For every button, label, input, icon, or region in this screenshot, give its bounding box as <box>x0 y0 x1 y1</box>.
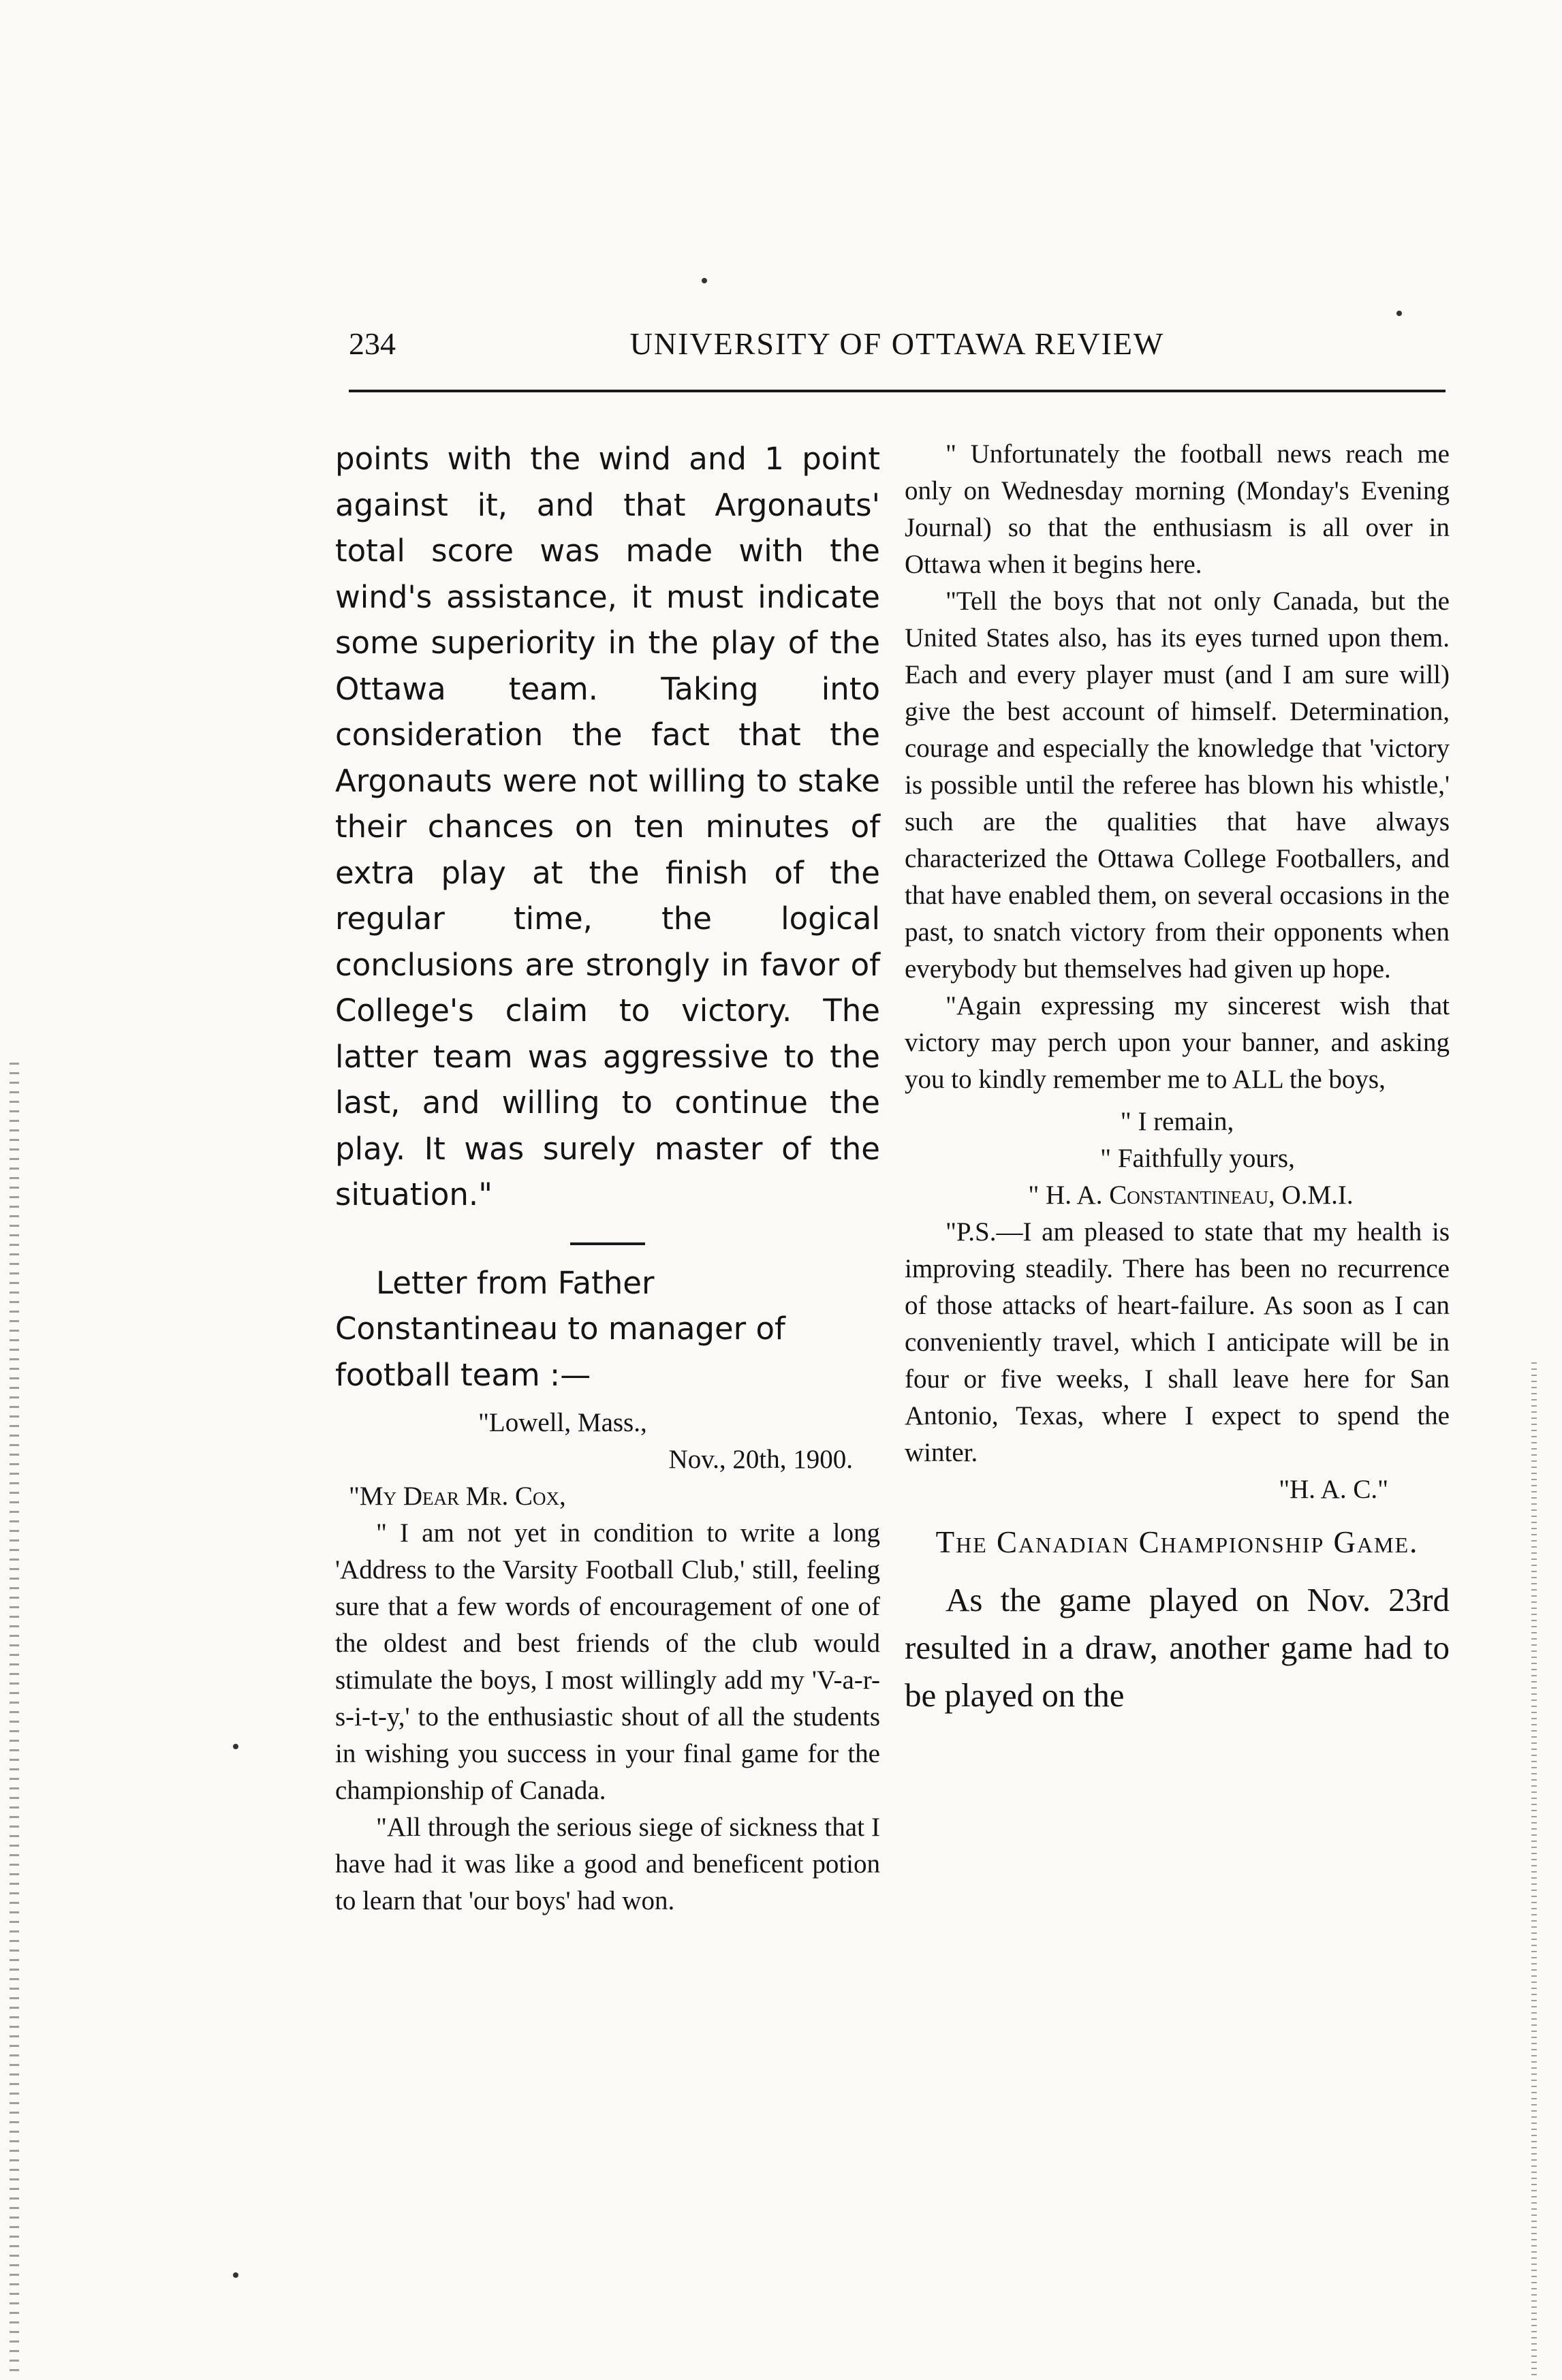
letter-signature: " H. A. Constantineau, O.M.I. <box>1028 1180 1354 1210</box>
letter-paragraph: " I am not yet in condition to write a long 'Address to the Varsity Football Club,' still, feeling sure that a few words of encouragement of one of the oldest and best friends of the club would stimulate the boys, I most willingly add my 'V-a-r-s-i-t-y,' to the enthusiastic shout of all the students in wishing you success in your final game for the championship of Canada. <box>335 1518 880 1805</box>
right-column <box>905 436 1450 1719</box>
page-header <box>349 326 1446 366</box>
letter-paragraph: "All through the serious siege of sickness that I have had it was like a good and beneficent potion to learn that 'our boys' had won. <box>335 1813 880 1915</box>
letter-salutation: "My Dear Mr. Cox, <box>349 1482 566 1511</box>
section-paragraph: As the game played on Nov. 23rd resulted in a draw, another game had to be played on the <box>905 1581 1450 1714</box>
section-heading: The Canadian Championship Game. <box>935 1525 1419 1559</box>
scan-speck <box>702 278 707 283</box>
letter-paragraph: "Again expressing my sincerest wish that victory may perch upon your banner, and asking you to kindly remember me to ALL the boys, <box>905 991 1450 1094</box>
letter-initials: "H. A. C." <box>1279 1475 1388 1504</box>
scan-speck <box>1396 311 1402 316</box>
letter-place: "Lowell, Mass., <box>478 1408 647 1437</box>
running-title: UNIVERSITY OF OTTAWA REVIEW <box>629 326 1165 361</box>
letter-closing: " I remain, <box>1120 1107 1234 1136</box>
scan-margin-marks <box>10 1063 19 2377</box>
scan-margin-marks <box>1531 1362 1537 2377</box>
letter-postscript: "P.S.—I am pleased to state that my health is improving steadily. There has been no recurrence of those attacks of heart-failure. As soon as I can conveniently travel, which I anticipate will be in four or five weeks, I shall leave here for San Antonio, Texas, where I expect to spend the winter. <box>905 1217 1450 1467</box>
letter-paragraph: "Tell the boys that not only Canada, but the United States also, has its eyes turned upon them. Each and every player must (and I am sure will) give the best account of himself. Determination, courage and especially the knowledge that 'victory is possible until the referee has blown his whistle,' such are the qualities that have always characterized the Ottawa College Footballers, and that have enabled them, on several occasions in the past, to snatch victory from their opponents when everybody but themselves had given up hope. <box>905 586 1450 984</box>
section-divider <box>570 1242 645 1245</box>
left-column <box>335 436 880 1920</box>
letter-paragraph: " Unfortunately the football news reach me only on Wednesday morning (Monday's Evening Journal) so that the enthusiasm is all over in Ottawa when it begins here. <box>905 439 1450 579</box>
page-number: 234 <box>349 326 396 361</box>
letter-closing: " Faithfully yours, <box>1100 1144 1295 1173</box>
letter-introduction: Letter from Father Constantineau to manager of football team :— <box>335 1264 785 1393</box>
scan-speck <box>233 2272 238 2278</box>
header-rule <box>349 390 1446 392</box>
scan-speck <box>233 1744 238 1749</box>
letter-date: Nov., 20th, 1900. <box>668 1445 853 1474</box>
article-continuation-paragraph: points with the wind and 1 point against it, and that Argonauts' total score was made with the wind's assistance, it must indicate some superiority in the play of the Ottawa team. Taking into consideration the fact that the Argonauts were not willing to stake their chances on ten minutes of extra play at the finish of the regular time, the logical conclusions are strongly in favor of College's claim to victory. The latter team was aggressive to the last, and willing to continue the play. It was surely master of the situation." <box>335 441 880 1212</box>
